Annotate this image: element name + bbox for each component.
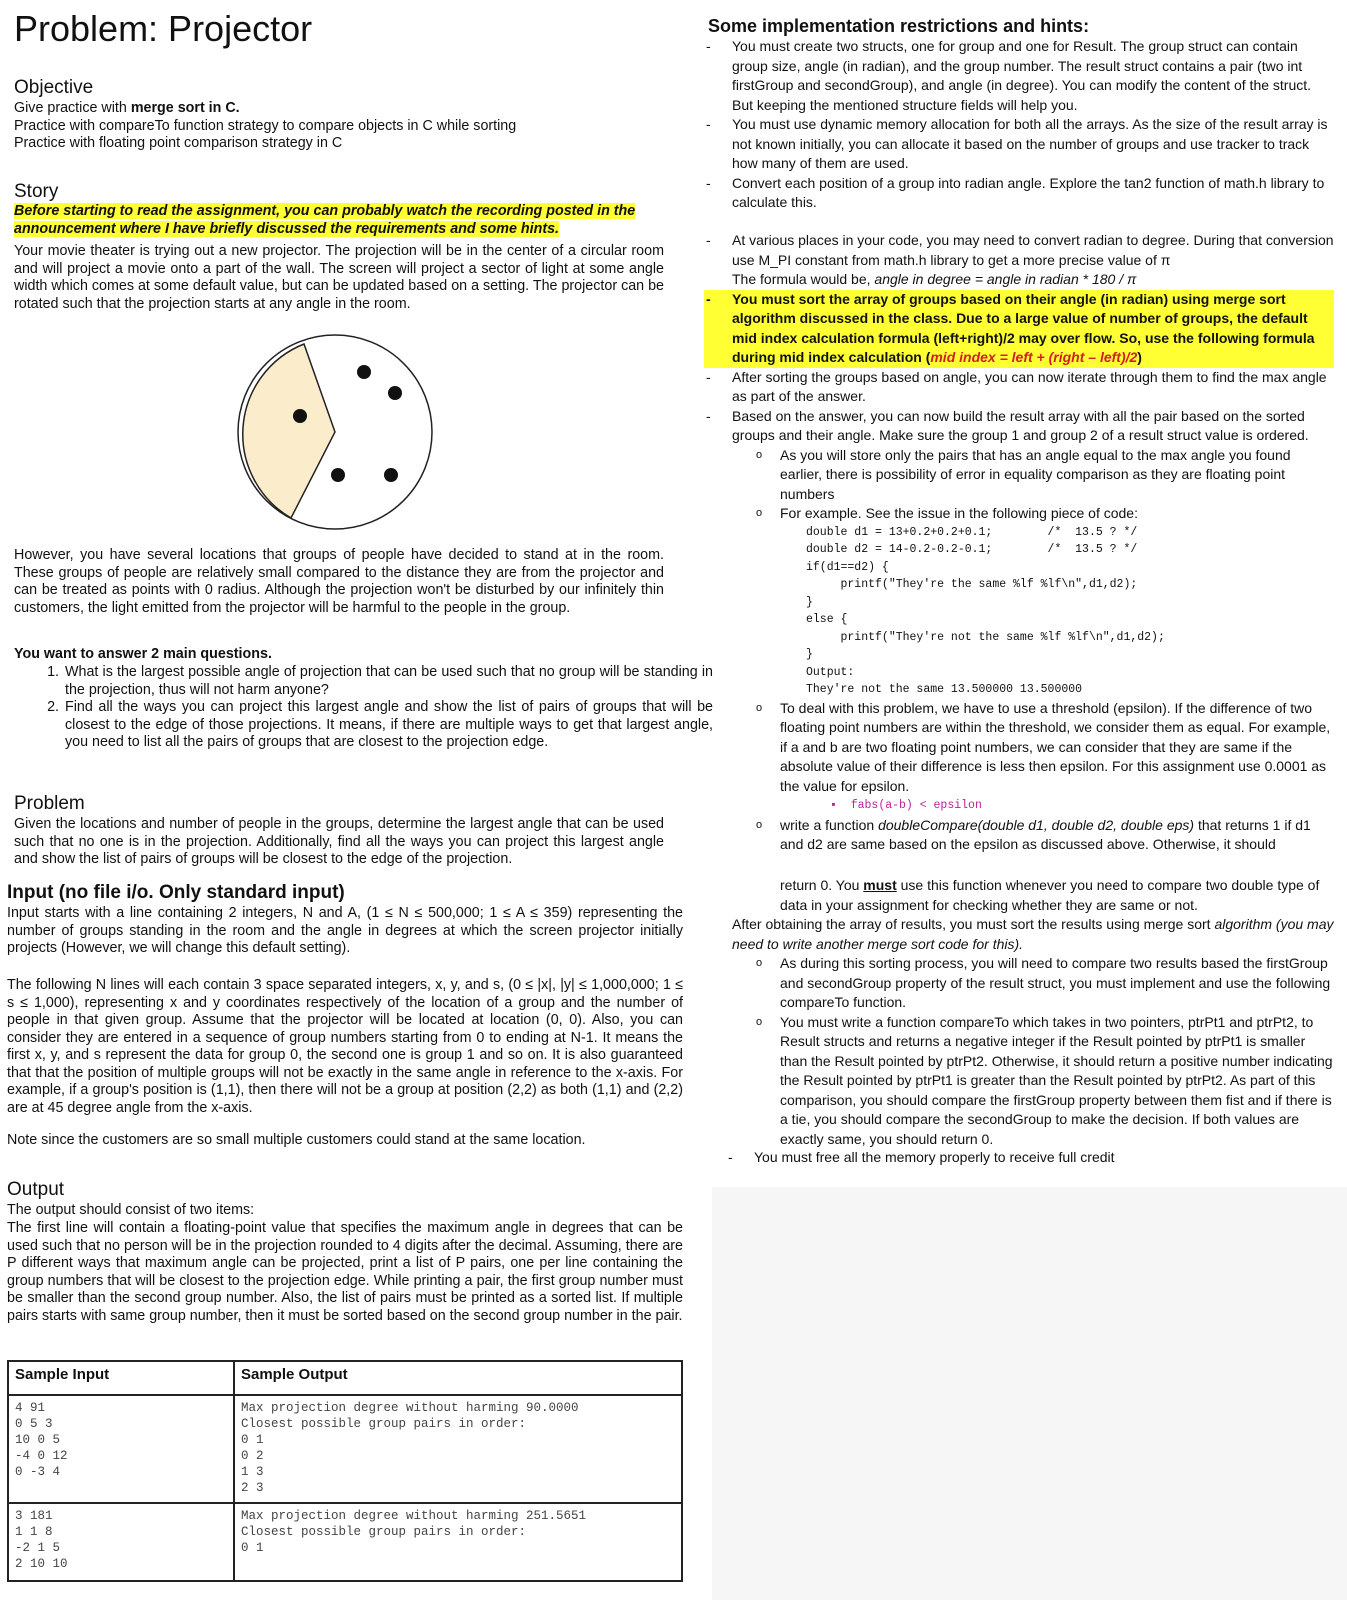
objective-line2: Practice with compareTo function strategy to compare objects in C while sorting xyxy=(14,117,517,134)
hint-item: - You must free all the memory properly to receive full credit xyxy=(726,1148,1336,1168)
objective-line3: Practice with floating point comparison strategy in C xyxy=(14,135,343,151)
after-results-text xyxy=(732,915,1337,954)
objective-heading: Objective xyxy=(14,77,94,98)
hints-list-2 xyxy=(704,231,1334,855)
sub-item: o As during this sorting process, you will need to compare two results based the firstGroup and secondGroup property of the result struct, you must implement and use the following compareTo function. xyxy=(704,954,1334,1013)
story-heading: Story xyxy=(14,181,59,202)
compare-sublist xyxy=(704,954,1334,1149)
group-point xyxy=(388,386,402,400)
hint-merge-sort-end: ) xyxy=(1137,349,1142,365)
cont-post: use this function whenever you need to compare two double type of data in your assignment for checking whether they are same or not. xyxy=(780,877,1320,913)
hint-item xyxy=(704,407,1334,855)
cont-must: must xyxy=(863,877,897,893)
hint-item: - You must create two structs, one for group and one for Result. The group struct can contain group size, angle (in radian), and the group number. The result struct contains a pair (two int firstGroup and secondGroup), and angle (in degree). You can modify the content of the struct. But keeping the mentioned structure fields will help you. xyxy=(704,37,1334,115)
input-p1: Input starts with a line containing 2 integers, N and A, (1 ≤ N ≤ 500,000; 1 ≤ A ≤ 359) representing the number of groups standing in the room and the angle in degrees at which the screen projector initially projects (However, we will change this default setting). xyxy=(7,905,683,956)
story-highlight: Before starting to read the assignment, you can probably watch the recording posted in the announcement where I have briefly discussed the requirements and some hints. xyxy=(14,203,636,237)
sample-input-cell: 4 91 0 5 3 10 0 5 -4 0 12 0 -3 4 xyxy=(8,1395,234,1503)
sub-item: o As you will store only the pairs that has an angle equal to the max angle you found earlier, there is possibility of error in equality comparison as they are floating point numbers xyxy=(704,446,1334,505)
hint-radian-text: - At various places in your code, you may need to convert radian to degree. During that conversion use M_PI constant from math.h library to get a more precise value of π xyxy=(732,232,1334,268)
projector-diagram xyxy=(228,330,448,530)
problem-heading: Problem xyxy=(14,793,85,814)
output-p1: The output should consist of two items: xyxy=(7,1202,255,1218)
questions-heading: You want to answer 2 main questions. xyxy=(14,646,272,662)
epsilon-code: ▪ fabs(a-b) < epsilon xyxy=(830,799,982,812)
sample-output-cell: Max projection degree without harming 251.5651 Closest possible group pairs in order: 0 1 xyxy=(234,1503,682,1581)
story-p2: However, you have several locations that groups of people have decided to stand at in the room. These groups of people are relatively small compared to the distance they are from the projector and can be treated as points with 0 radius. Although the projection won't be disturbed by our infinitely thin customers, the light emitted from the projector will be harmful to the people in the group. xyxy=(14,547,664,616)
question-item: 2. Find all the ways you can project this largest angle and show the list of pairs of groups that will be closest to the edge of those projections. It means, if there are multiple ways to get that largest angle, you need to list all the pairs of groups that are closest to the projection edge. xyxy=(63,699,713,752)
output-heading: Output xyxy=(7,1179,65,1200)
page-title: Problem: Projector xyxy=(14,8,313,49)
hints-heading: Some implementation restrictions and hints: xyxy=(708,16,1090,36)
hints-list-1 xyxy=(704,37,1334,213)
hint-mid-formula: mid index = left + (right – left)/2 xyxy=(930,349,1138,365)
hint-item xyxy=(704,231,1334,290)
group-point xyxy=(384,468,398,482)
hint-item-highlight xyxy=(704,290,1334,368)
output-p2: The first line will contain a floating-point value that specifies the maximum angle in degrees that can be used such that no person will be in the projection rounded to 4 digits after the decimal. Assuming, there are P different ways that maximum angle can be projected, print a list of P pairs, one per line containing the group numbers that will be closest to the projection edge. While printing a pair, the first group number must be smaller than the second group number. Also, the list of pairs must be printed as a sorted list. If multiple pairs starts with same group number, then it must be sorted based on the second group number in the pair. xyxy=(7,1220,683,1324)
problem-text: Given the locations and number of people in the groups, determine the largest angle that can be used such that no one is in the projection. Additionally, find all the ways you can project this largest angle and show the list of pairs of groups will be closest to the edge of the projection. xyxy=(14,816,664,867)
hint-item: - After sorting the groups based on angle, you can now iterate through them to find the max angle as part of the answer. xyxy=(704,368,1334,407)
input-p2: The following N lines will each contain 3 space separated integers, x, y, and s, (0 ≤ |x|, |y| ≤ 1,000,000; 1 ≤ s ≤ 1,000), representing x and y coordinates respectively of the location of a group and the number of people in that given group. Assume that the projector will be located at location (0, 0). Also, you can consider they are entered in a sequence of group numbers starting from 0 to ending at N-1. It means the first x, y, and s represent the data for group 0, the second one is group 1 and so on. It is also guaranteed that that the position of multiple groups will not be exactly in the same angle in reference to the x-axis. For example, if a group's position is (1,1), then there will not be a group at position (2,2) as both (1,1) and (2,2) are at 45 degree angle from the x-axis. xyxy=(7,977,683,1116)
epsilon-code-text: fabs(a-b) < epsilon xyxy=(850,799,982,812)
hint-item: - Convert each position of a group into radian angle. Explore the tan2 function of math.h library to calculate this. xyxy=(704,174,1334,213)
hint-formula-pre: The formula would be, xyxy=(732,271,875,287)
hint-formula: angle in degree = angle in radian * 180 / π xyxy=(874,271,1137,287)
sub-double-func: doubleCompare(double d1, double d2, double eps) xyxy=(878,816,1195,833)
input-p3: Note since the customers are so small multiple customers could stand at the same location. xyxy=(7,1132,586,1148)
sample-input-header: Sample Input xyxy=(8,1361,234,1395)
questions-list xyxy=(14,664,713,752)
sub-epsilon-text: o To deal with this problem, we have to use a threshold (epsilon). If the difference of two floating point numbers are within the threshold, we consider them as equal. For example, if a and b are two floating point numbers, we can consider that they are same if the absolute value of their difference is less then epsilon. For this assignment use 0.0001 as the value for epsilon. xyxy=(780,699,1331,794)
cont-pre: return 0. You xyxy=(780,877,864,893)
sample-output-header: Sample Output xyxy=(234,1361,682,1395)
sub-item xyxy=(704,699,1334,816)
question-item: 1. What is the largest possible angle of projection that can be used such that no group will be standing in the projection, thus will not harm anyone? xyxy=(63,664,713,699)
input-heading: Input (no file i/o. Only standard input) xyxy=(7,882,345,903)
blank-panel xyxy=(712,1187,1347,1600)
sub-item: o You must write a function compareTo which takes in two pointers, ptrPt1 and ptrPt2, to Result structs and returns a negative integer if the Result pointed by ptrPt1 is smaller than the Result pointed by ptrPt2. Otherwise, it should return a positive number indicating the Result pointed by ptrPt1 is greater than the Result pointed by ptrPt2. As part of this comparison, you should compare the firstGroup property between them fist and if there is a tie, you should compare the secondGroup to make the decision. If both values are exactly same, you should return 0. xyxy=(704,1013,1334,1150)
objective-line1-pre: Give practice with xyxy=(14,100,131,116)
objective-line1-bold: merge sort in C. xyxy=(130,100,240,116)
sample-table xyxy=(7,1360,683,1582)
story-highlight-block xyxy=(14,203,654,238)
hint-merge-sort: You must sort the array of groups based on their angle (in radian) using merge sort algorithm discussed in the class. Due to a large value of number of groups, the default mid index calculation formula (left+right)/2 may over flow. So, use the following formula during mid index calculation ( xyxy=(732,290,1315,365)
group-point xyxy=(293,409,307,423)
objective-body xyxy=(14,100,664,153)
hint-formula-line xyxy=(732,270,1334,290)
sample-output-cell: Max projection degree without harming 90.0000 Closest possible group pairs in order: 0 1 0 2 1 3 2 3 xyxy=(234,1395,682,1503)
hint-item: - You must use dynamic memory allocation for both all the arrays. As the size of the result array is not known initially, you can allocate it based on the number of groups and use tracker to track how many of them are used. xyxy=(704,115,1334,174)
hint-result-text: - Based on the answer, you can now build the result array with all the pair based on the sorted groups and their angle. Make sure the group 1 and group 2 of a result struct value is ordered. xyxy=(732,407,1309,443)
story-p1: Your movie theater is trying out a new projector. The projection will be in the center of a circular room and will project a movie onto a part of the wall. The screen will project a sector of light at some angle width which comes at some default value, but can be updated based on a setting. The projector can be rotated such that the projection starts at any angle in the room. xyxy=(14,243,664,312)
double-compare-continued xyxy=(780,876,1332,915)
group-point xyxy=(331,468,345,482)
sub-item xyxy=(704,816,1334,855)
sub-double-pre: write a function xyxy=(780,816,879,833)
hints-list-3 xyxy=(726,1148,1336,1168)
sub-double-post: that returns 1 if d1 and d2 are same based on the epsilon as discussed above. Otherwise, it should xyxy=(780,816,1311,852)
sub-item xyxy=(704,504,1334,699)
after-pre: After obtaining the array of results, you must sort the results using merge sort xyxy=(732,916,1215,932)
after-italic: algorithm (you may need to write another merge sort code for this). xyxy=(732,916,1334,952)
hint-sublist xyxy=(704,446,1334,855)
code-example: double d1 = 13+0.2+0.2+0.1; /* 13.5 ? */ double d2 = 14-0.2-0.2-0.1; /* 13.5 ? */ if(d1==d2) { printf("They're the same %lf %lf\n",d1,d2); } else { printf("They're not the same %lf %lf\n",d1,d2); } Output: They're not the same 13.500000 13.500000 xyxy=(806,525,1165,696)
sample-input-cell: 3 181 1 1 8 -2 1 5 2 10 10 xyxy=(8,1503,234,1581)
sub-example-text: o For example. See the issue in the following piece of code: xyxy=(780,505,1138,521)
group-point xyxy=(357,365,371,379)
